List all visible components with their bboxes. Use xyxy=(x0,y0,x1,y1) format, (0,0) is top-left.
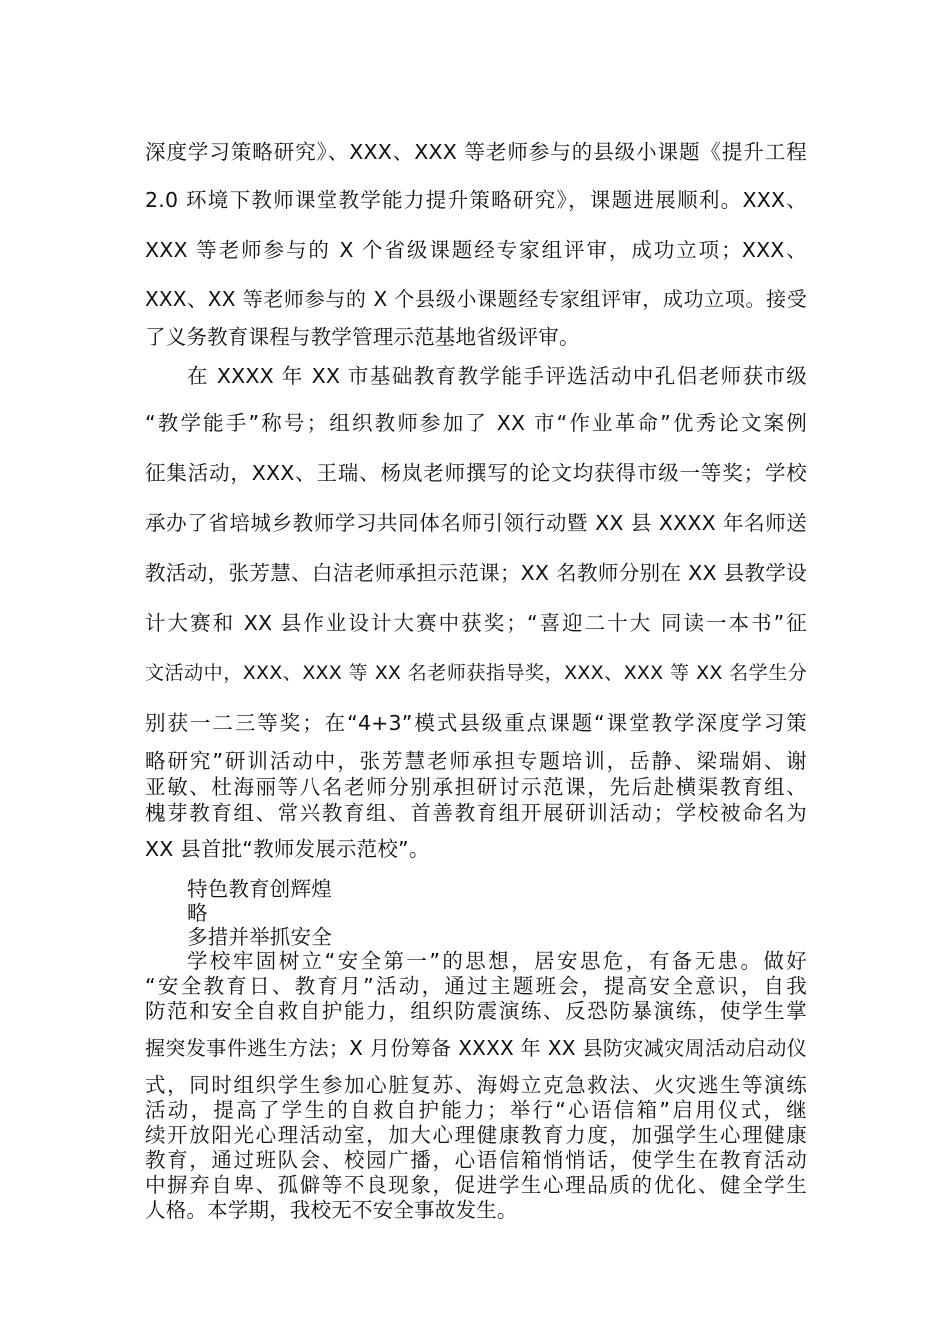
paragraph-2-line-11: 槐芽教育组、常兴教育组、首善教育组开展研训活动；学校被命名为 xyxy=(145,801,807,825)
paragraph-3-line-7: 续开放阳光心理活动室，加大心理健康教育力度，加强学生心理健康 xyxy=(145,1123,807,1147)
paragraph-2-line-10: 亚敏、杜海丽等八名老师分别承担研讨示范课，先后赴横渠教育组、 xyxy=(145,775,807,799)
omitted-note: 略 xyxy=(187,901,208,925)
section-heading-safety: 多措并举抓安全 xyxy=(187,925,332,949)
paragraph-2-line-5: 教活动，张芳慧、白洁老师承担示范课；XX 名教师分别在 XX 县教学设 xyxy=(145,561,807,585)
paragraph-1-line-1: 深度学习策略研究》、XXX、XXX 等老师参与的县级小课题《提升工程 xyxy=(145,140,807,164)
paragraph-2-line-2: “教学能手”称号；组织教师参加了 XX 市“作业革命”优秀论文案例 xyxy=(145,411,807,435)
paragraph-2-line-9: 略研究”研训活动中，张芳慧老师承担专题培训，岳静、梁瑞娟、谢 xyxy=(145,749,807,773)
paragraph-2-line-12: XX 县首批“教师发展示范校”。 xyxy=(145,837,430,861)
paragraph-1-line-3: XXX 等老师参与的 X 个省级课题经专家组评审，成功立项；XXX、 xyxy=(145,238,807,262)
paragraph-3-line-5: 式，同时组织学生参加心脏复苏、海姆立克急救法、火灾逃生等演练 xyxy=(145,1073,807,1097)
paragraph-2-line-7: 文活动中，XXX、XXX 等 XX 名老师获指导奖，XXX、XXX 等 XX 名学生分 xyxy=(145,662,807,684)
section-heading-featured-education: 特色教育创辉煌 xyxy=(187,877,332,901)
paragraph-1-line-2: 2.0 环境下教师课堂教学能力提升策略研究》，课题进展顺利。XXX、 xyxy=(145,188,807,212)
paragraph-3-line-8: 教育，通过班队会、校园广播，心语信箱悄悄话，使学生在教育活动 xyxy=(145,1148,807,1172)
paragraph-3-line-2: “安全教育日、教育月”活动，通过主题班会，提高安全意识，自我 xyxy=(145,974,807,998)
paragraph-3-line-9: 中摒弃自卑、孤僻等不良现象，促进学生心理品质的优化、健全学生 xyxy=(145,1173,807,1197)
paragraph-2-line-8: 别获一二三等奖；在“4+3”模式县级重点课题“课堂教学深度学习策 xyxy=(145,711,807,735)
paragraph-2-line-6: 计大赛和 XX 县作业设计大赛中获奖；“喜迎二十大 同读一本书”征 xyxy=(145,611,807,635)
paragraph-3-line-4: 握突发事件逃生方法；X 月份筹备 XXXX 年 XX 县防灾减灾周活动启动仪 xyxy=(145,1036,807,1060)
paragraph-3-line-3: 防范和安全自救自护能力，组织防震演练、反恐防暴演练，使学生掌 xyxy=(145,999,807,1023)
paragraph-2-line-3: 征集活动，XXX、王瑞、杨岚老师撰写的论文均获得市级一等奖；学校 xyxy=(145,461,807,485)
paragraph-1-line-5: 了义务教育课程与教学管理示范基地省级评审。 xyxy=(145,325,580,349)
paragraph-2-line-1: 在 XXXX 年 XX 市基础教育教学能手评选活动中孔侣老师获市级 xyxy=(187,364,807,388)
paragraph-1-line-4: XXX、XX 等老师参与的 X 个县级小课题经专家组评审，成功立项。接受 xyxy=(145,287,807,311)
paragraph-3-line-10: 人格。本学期，我校无不安全事故发生。 xyxy=(145,1198,518,1222)
paragraph-2-line-4: 承办了省培城乡教师学习共同体名师引领行动暨 XX 县 XXXX 年名师送 xyxy=(145,511,807,535)
paragraph-3-line-1: 学校牢固树立“安全第一”的思想，居安思危，有备无患。做好 xyxy=(187,949,807,973)
paragraph-3-line-6: 活动，提高了学生的自救自护能力；举行“心语信箱”启用仪式，继 xyxy=(145,1098,807,1122)
